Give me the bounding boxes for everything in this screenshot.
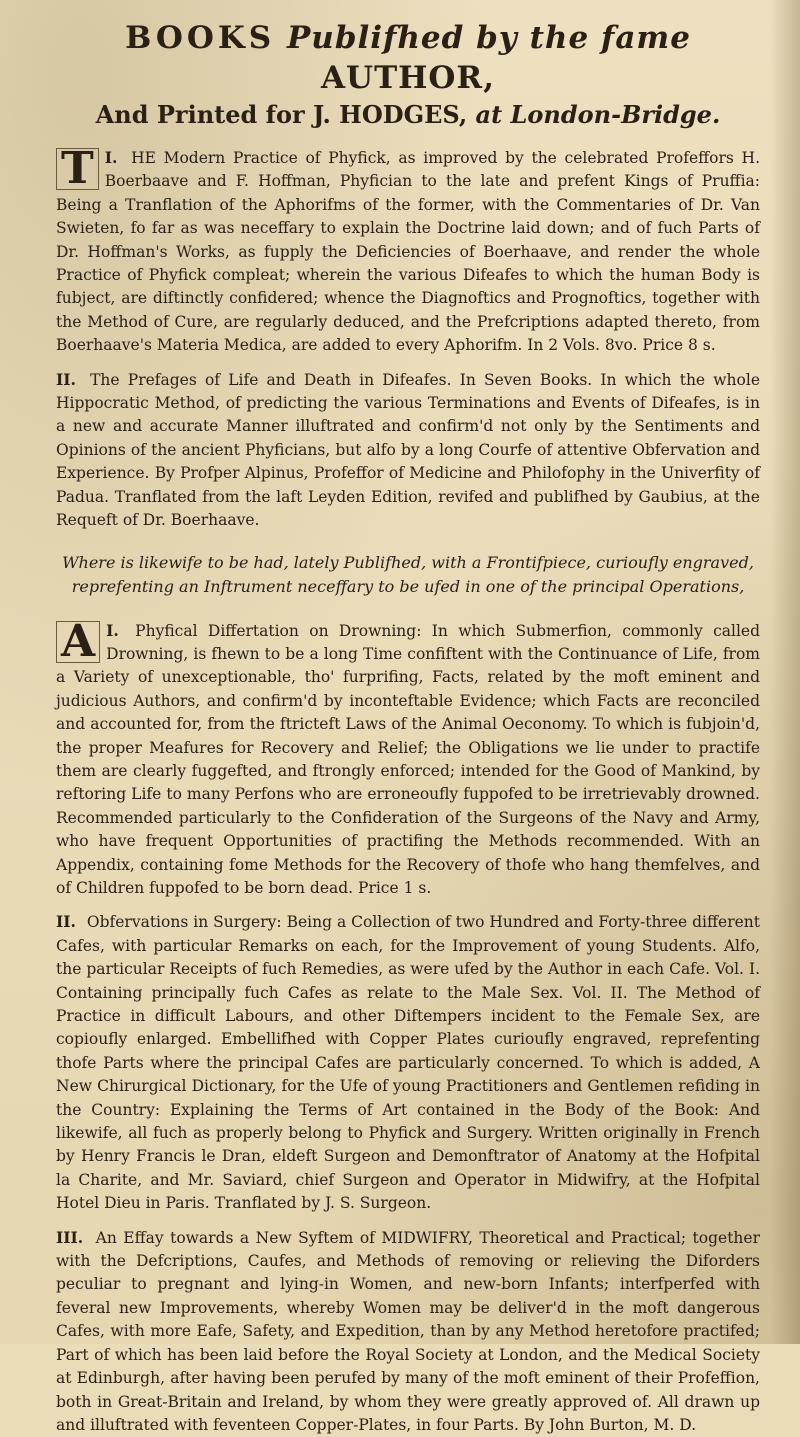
page-edge-shadow bbox=[770, 0, 800, 1344]
book-entry-5 bbox=[56, 1226, 760, 1437]
heading-line-1 bbox=[56, 18, 760, 98]
entry-text: An Effay towards a New Syftem of MIDWIFRY, Theoretical and Practical; together with the Defcriptions, Caufes, and Methods of removing or relieving the Diforders peculiar to pregnant and lying-in Women, and new-born Infants; interfperfed with feveral new Improvements, whereby Women may be deliver'd in the moft dangerous Cafes, with more Eafe, Safety, and Expedition, than by any Method heretofore practifed; Part of which has been laid before the Royal Society at London, and the Medical Society at Edinburgh, after having been perufed by many of the moft eminent of their Profeffion, both in Great-Britain and Ireland, by whom they were greatly approved of. All drawn up and illuftrated with feventeen Copper-Plates, in four Parts. By John Burton, M. D. bbox=[56, 1228, 760, 1434]
entry-text: Phyfical Differtation on Drowning: In which Submerfion, commonly called Drowning, is fhewn to be a long Time confiftent with the Continuance of Life, from a Variety of unexceptionable, tho' furprifing, Facts, related by the moft eminent and judicious Authors, and confirm'd by inconteftable Evidence; which Facts are reconciled and accounted for, from the ftricteft Laws of the Animal Oeconomy. To which is fubjoin'd, the proper Meafures for Recovery and Relief; the Obligations we lie under to practife them are clearly fuggefted, and ftrongly enforced; intended for the Good of Mankind, by reftoring Life to many Perfons who are erroneoufly fuppofed to be irretrievably drowned. Recommended particularly to the Confideration of the Surgeons of the Navy and Army, who have frequent Opportunities of practifing the Methods recommended. With an Appendix, containing fome Methods for the Recovery of thofe who hang themfelves, and of Children fuppofed to be born dead. Price 1 s. bbox=[56, 621, 760, 897]
drop-cap-letter: T bbox=[56, 148, 99, 190]
book-entry-3 bbox=[56, 615, 760, 901]
heading-published: Publifhed by the fame bbox=[286, 20, 691, 56]
entry-number: I. bbox=[104, 148, 118, 167]
heading-books: BOOKS bbox=[125, 20, 276, 56]
heading-author: AUTHOR, bbox=[320, 60, 495, 96]
entry-number: II. bbox=[56, 912, 76, 932]
heading-printed-for: And Printed for J. bbox=[95, 100, 331, 129]
heading-line-2 bbox=[56, 98, 760, 132]
entry-number: II. bbox=[56, 369, 76, 389]
also-available-note: Where is likewife to be had, lately Publifhed, with a Frontifpiece, curioufly engraved, reprefenting an Inftrument neceffary to be ufed in one of the principal Operations, bbox=[62, 552, 754, 596]
book-entry-2 bbox=[56, 368, 760, 533]
page-heading bbox=[56, 18, 760, 132]
book-entry-4 bbox=[56, 910, 760, 1215]
drop-cap-letter: A bbox=[56, 621, 100, 663]
heading-location: at London-Bridge. bbox=[475, 100, 721, 129]
book-entry-1 bbox=[56, 143, 760, 358]
entry-text: HE Modern Practice of Phyfick, as improved by the celebrated Profeffors H. Boerbaave and F. Hoffman, Phyfician to the late and prefent Kings of Pruffia: Being a Tranflation of the Aphorifms of the former, with the Commentaries of Dr. Van Swieten, fo far as was neceffary to explain the Doctrine laid down; and of fuch Parts of Dr. Hoffman's Works, as fupply the Deficiencies of Boerhaave, and render the whole Practice of Phyfick compleat; wherein the various Difeafes to which the human Body is fubject, are diftinctly confidered; whence the Diagnoftics and Prognoftics, together with the Method of Cure, are regularly deduced, and the Prefcriptions adapted thereto, from Boerhaave's Materia Medica, are added to every Aphorifm. In 2 Vols. 8vo. Price 8 s. bbox=[56, 149, 760, 355]
entry-text: The Prefages of Life and Death in Difeafes. In Seven Books. In which the whole Hippocratic Method, of predicting the various Terminations and Events of Difeafes, is in a new and accurate Manner illuftrated and confirm'd not only by the Sentiments and Opinions of the ancient Phyficians, but alfo by a long Courfe of attentive Obfervation and Experience. By Profper Alpinus, Profeffor of Medicine and Philofophy in the Univerfity of Padua. Tranflated from the laft Leyden Edition, revifed and publifhed by Gaubius, at the Requeft of Dr. Boerhaave. bbox=[56, 370, 760, 530]
entry-text: Obfervations in Surgery: Being a Collection of two Hundred and Forty-three different Cafes, with particular Remarks on each, for the Improvement of young Students. Alfo, the particular Receipts of fuch Remedies, as were ufed by the Author in each Cafe. Vol. I. Containing principally fuch Cafes as relate to the Male Sex. Vol. II. The Method of Practice in difficult Labours, and other Diftempers incident to the Female Sex, are copioufly enlarged. Embellifhed with Copper Plates curioufly engraved, reprefenting thofe Parts where the principal Cafes are particularly concerned. To which is added, A New Chirurgical Dictionary, for the Ufe of young Practitioners and Gentlemen refiding in the Country: Explaining the Terms of Art contained in the Body of the Book: And likewife, all fuch as properly belong to Phyfick and Surgery. Written originally in French by Henry Francis le Dran, eldeft Surgeon and Demonftrator of Anatomy at the Hofpital la Charite, and Mr. Saviard, chief Surgeon and Operator in Midwifry, at the Hofpital Hotel Dieu in Paris. Tranflated by J. S. Surgeon. bbox=[56, 913, 760, 1213]
entry-number: III. bbox=[56, 1227, 84, 1247]
entry-number: I. bbox=[106, 620, 119, 640]
heading-hodges: HODGES, bbox=[339, 100, 468, 129]
